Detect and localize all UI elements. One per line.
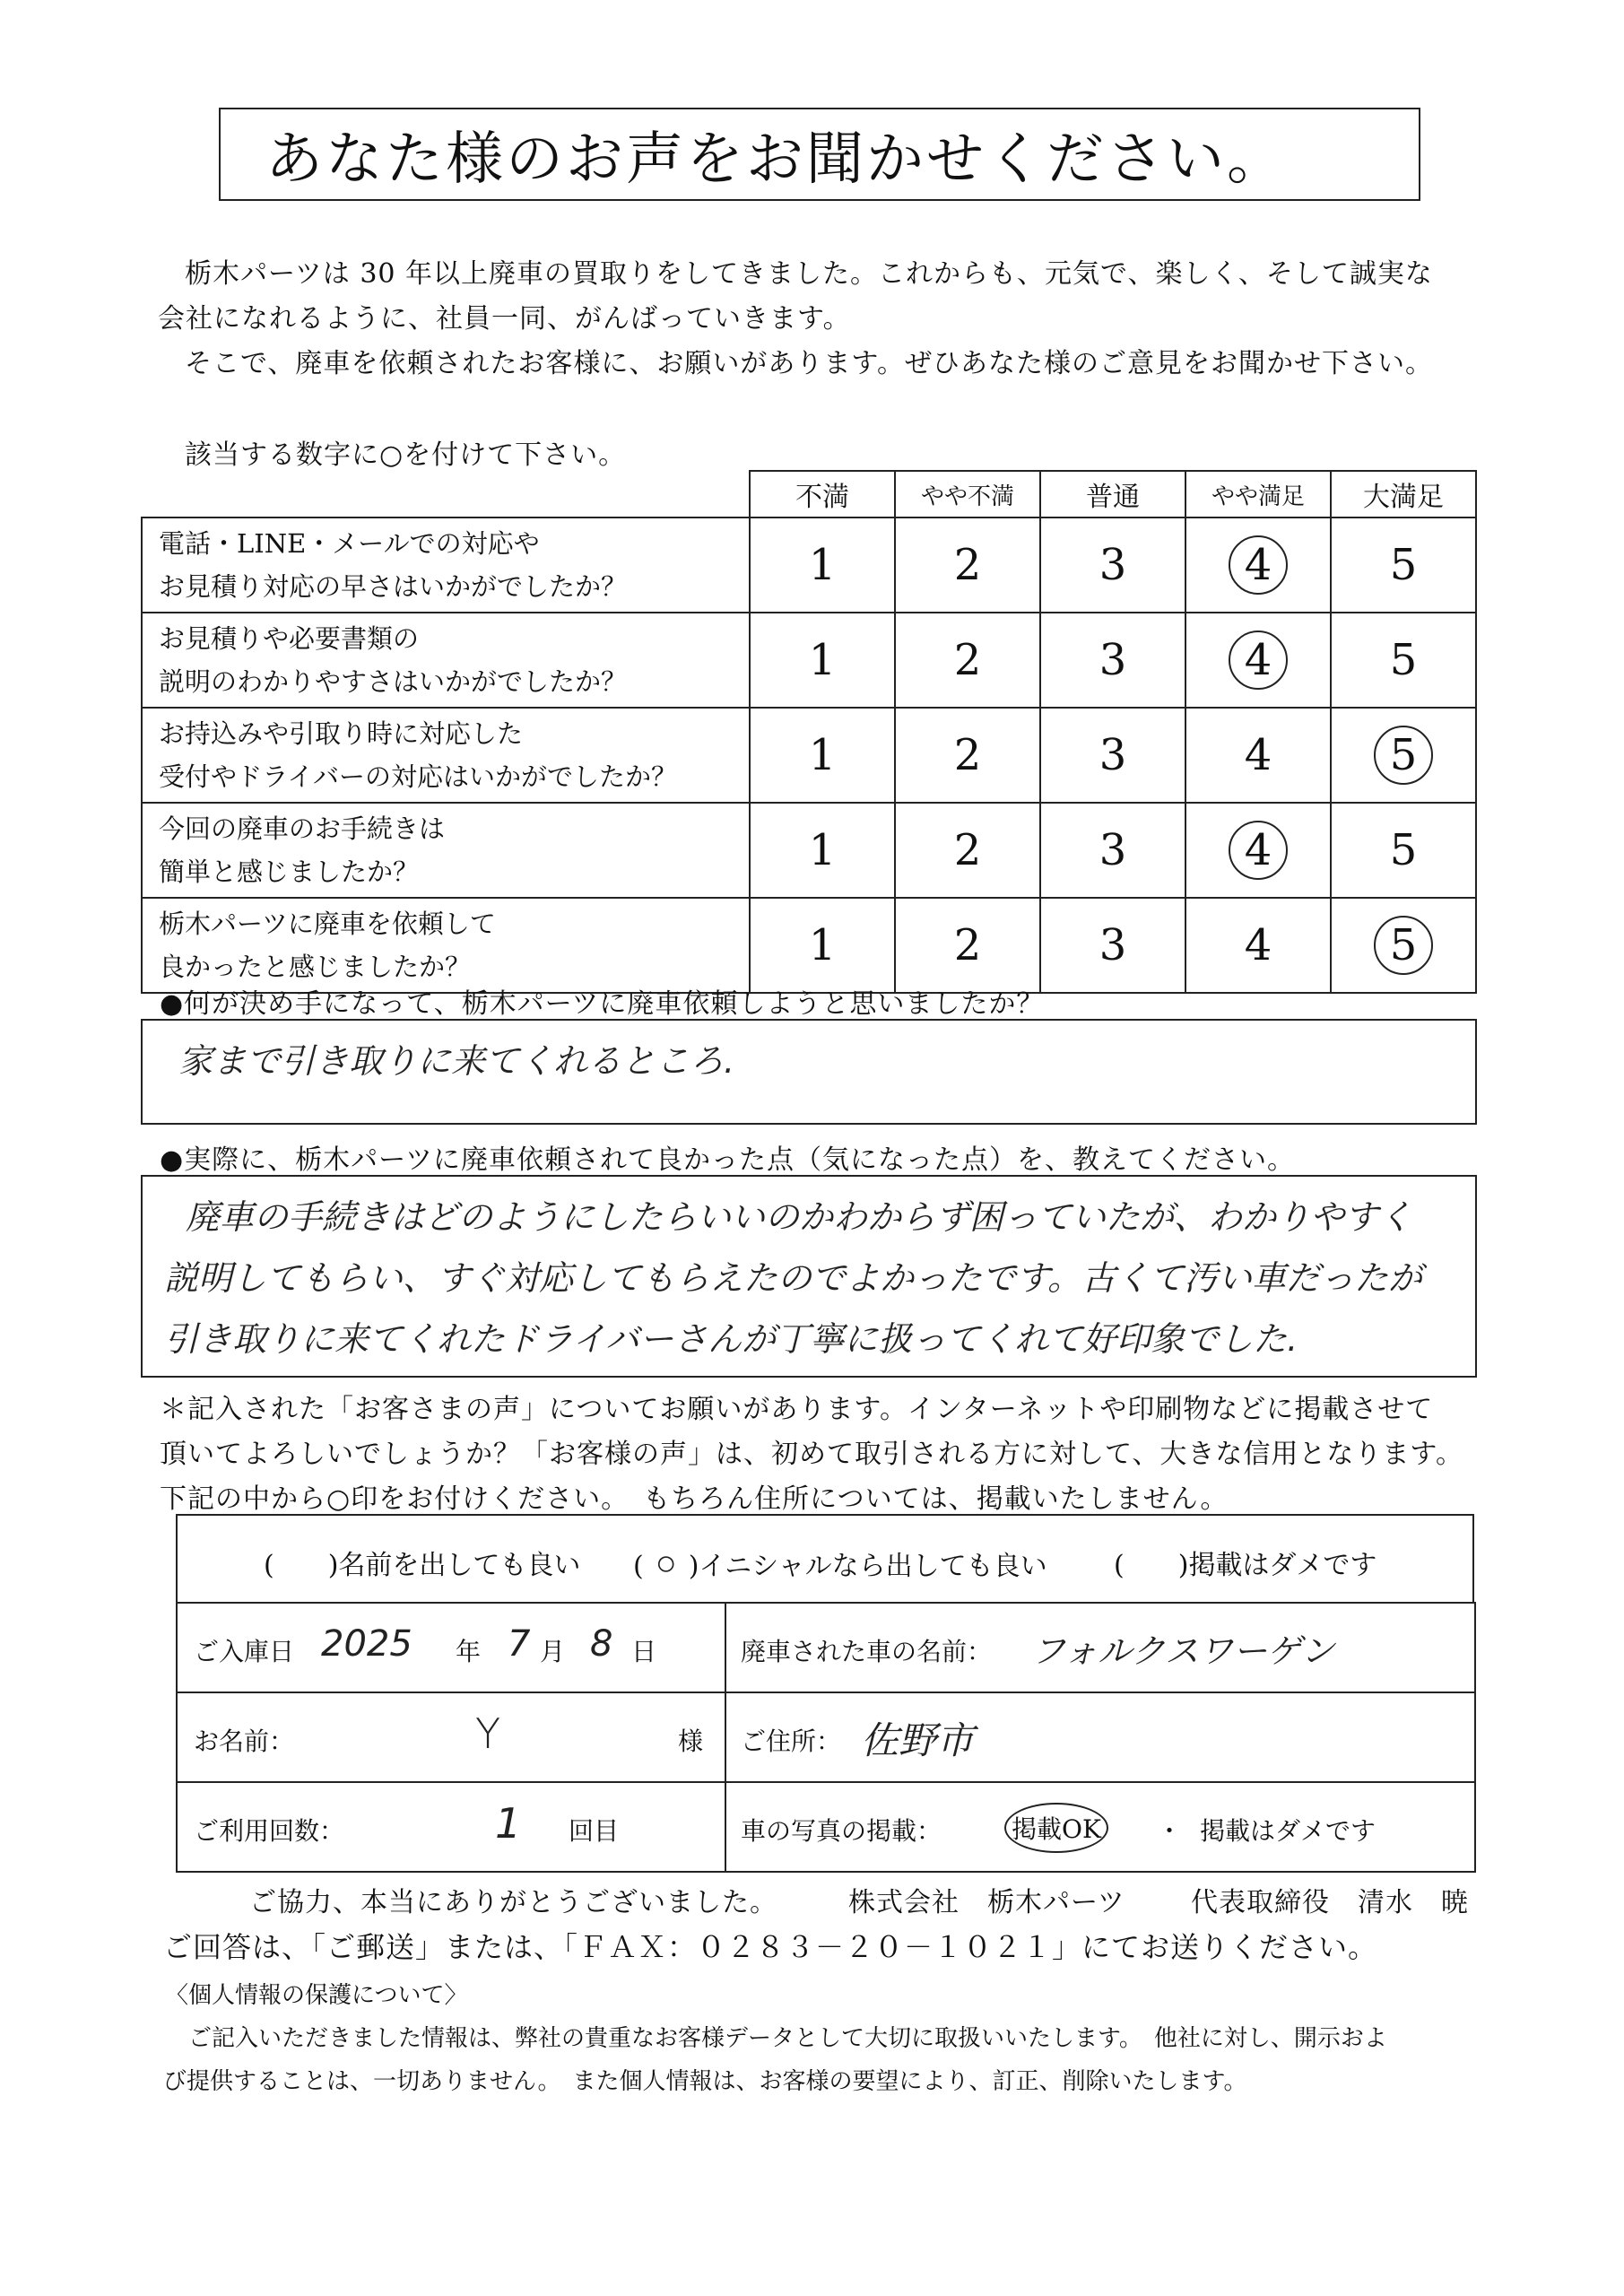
question-3-line-2: 受付やドライバーの対応はいかがでしたか？ [159, 761, 677, 792]
good-points-answer-line-2: 説明してもらい、すぐ対応してもらえたのでよかったです。古くて汚い車だったが [164, 1258, 1422, 1298]
usage-unit: 回目 [569, 1816, 620, 1846]
q4-option-3[interactable]: 3 [1040, 803, 1185, 898]
photo-separator: ・ [1157, 1816, 1183, 1846]
intro-line-1: 栃木パーツは 30 年以上廃車の買取りをしてきました。これからも、元気で、楽しく、そして誠実な [185, 258, 1433, 290]
publish-request-line-2: 頂いてよろしいでしょうか？「お客様の声」は、初めて取引される方に対して、大きな信用となります。 [160, 1439, 1463, 1470]
q2-option-4-selected[interactable]: 4 [1185, 613, 1331, 708]
photo-ng-option[interactable]: 掲載はダメです [1200, 1816, 1376, 1846]
privacy-line-1: ご記入いただきました情報は、弊社の貴重なお客様データとして大切に取扱いいたします。 他社に対し、開示およ [188, 2025, 1387, 2052]
address-value[interactable]: 佐野市 [861, 1718, 975, 1762]
publish-option-initials[interactable]: ( ○ )イニシャルなら出しても良い [633, 1543, 1047, 1584]
page-title: あなた様のお声をお聞かせください。 [265, 126, 1287, 193]
date-month[interactable]: 7 [508, 1623, 531, 1665]
q5-option-5-selected[interactable]: 5 [1331, 898, 1476, 993]
question-1 [142, 517, 750, 613]
good-points-answer-box[interactable] [141, 1175, 1477, 1378]
address-cell [725, 1692, 1475, 1782]
q2-option-1[interactable]: 1 [750, 613, 895, 708]
q3-option-3[interactable]: 3 [1040, 708, 1185, 803]
day-unit: 日 [631, 1637, 657, 1666]
q2-option-5[interactable]: 5 [1331, 613, 1476, 708]
q2-option-2[interactable]: 2 [895, 613, 1040, 708]
good-points-question-label: ●実際に、栃木パーツに廃車依頼されて良かった点（気になった点）を、教えてください。 [160, 1144, 1295, 1176]
address-label: ご住所： [741, 1726, 842, 1756]
rating-table [141, 470, 1477, 994]
intro-line-3: そこで、廃車を依頼されたお客様に、お願いがあります。ぜひあなた様のご意見をお聞かせ下さい。 [185, 348, 1433, 379]
header-very-satisfied: 大満足 [1331, 471, 1476, 517]
photo-ok-option[interactable]: 掲載OK [1004, 1803, 1108, 1853]
q3-option-2[interactable]: 2 [895, 708, 1040, 803]
question-4-line-1: 今回の廃車のお手続きは [159, 813, 446, 844]
usage-value[interactable]: 1 [495, 1799, 522, 1848]
question-5-line-2: 良かったと感じましたか？ [159, 952, 472, 982]
q1-option-4-selected[interactable]: 4 [1185, 517, 1331, 613]
q4-option-5[interactable]: 5 [1331, 803, 1476, 898]
publish-option-name[interactable]: ( )名前を出しても良い [264, 1550, 581, 1581]
q3-option-5-selected[interactable]: 5 [1331, 708, 1476, 803]
good-points-answer-line-1: 廃車の手続きはどのようにしたらいいのかわからず困っていたが、わかりやすく [186, 1197, 1413, 1237]
privacy-line-2: び提供することは、一切ありません。 また個人情報は、お客様の要望により、訂正、削除いたします。 [163, 2068, 1247, 2095]
publish-option-decline[interactable]: ( )掲載はダメです [1114, 1550, 1377, 1581]
q4-option-1[interactable]: 1 [750, 803, 895, 898]
ceo-name: 代表取締役 清水 暁 [1191, 1887, 1469, 1918]
name-suffix: 様 [678, 1726, 704, 1756]
decision-answer: 家まで引き取りに来てくれるところ. [178, 1041, 735, 1081]
date-label: ご入庫日 [194, 1637, 295, 1666]
decision-question-label: ●何が決め手になって、栃木パーツに廃車依頼しようと思いましたか？ [160, 988, 1045, 1020]
q4-option-4-selected[interactable]: 4 [1185, 803, 1331, 898]
q3-option-4[interactable]: 4 [1185, 708, 1331, 803]
name-label: お名前： [194, 1726, 295, 1756]
year-unit: 年 [456, 1637, 482, 1666]
customer-info-table [176, 1602, 1476, 1873]
usage-cell [177, 1782, 725, 1872]
rating-row [142, 708, 1476, 803]
publish-request-line-1: ＊記入された「お客さまの声」についてお願いがあります。インターネットや印刷物などに掲載させて [160, 1394, 1434, 1425]
rating-row [142, 803, 1476, 898]
question-4 [142, 803, 750, 898]
question-2 [142, 613, 750, 708]
header-slightly-satisfied: やや満足 [1185, 471, 1331, 517]
q1-option-1[interactable]: 1 [750, 517, 895, 613]
question-3 [142, 708, 750, 803]
photo-label: 車の写真の掲載： [741, 1816, 942, 1846]
privacy-title: 〈個人情報の保護について〉 [165, 1982, 468, 2009]
date-day[interactable]: 8 [590, 1623, 613, 1665]
header-neutral: 普通 [1040, 471, 1185, 517]
publish-request-line-3: 下記の中から○印をお付けください。 もちろん住所については、掲載いたしません。 [160, 1483, 1229, 1515]
good-points-answer-line-3: 引き取りに来てくれたドライバーさんが丁寧に扱ってくれて好印象でした. [164, 1319, 1298, 1359]
rating-row [142, 613, 1476, 708]
company-name: 株式会社 栃木パーツ [848, 1887, 1125, 1918]
question-5 [142, 898, 750, 993]
question-5-line-1: 栃木パーツに廃車を依頼して [159, 909, 496, 939]
publish-options-row [176, 1514, 1474, 1604]
question-3-line-1: お持込みや引取り時に対応した [159, 718, 524, 749]
name-value[interactable]: Y [475, 1709, 501, 1758]
car-cell [725, 1603, 1475, 1692]
photo-cell [725, 1782, 1475, 1872]
question-1-line-1: 電話・LINE・メールでの対応や [159, 528, 540, 559]
car-name-value[interactable]: フォルクスワーゲン [1031, 1631, 1335, 1671]
date-cell [177, 1603, 725, 1692]
rating-row [142, 898, 1476, 993]
decision-answer-box[interactable] [141, 1019, 1477, 1125]
q3-option-1[interactable]: 1 [750, 708, 895, 803]
rating-row [142, 517, 1476, 613]
header-dissatisfied: 不満 [750, 471, 895, 517]
month-unit: 月 [540, 1637, 566, 1666]
q5-option-3[interactable]: 3 [1040, 898, 1185, 993]
usage-label: ご利用回数： [194, 1816, 345, 1846]
title-box [219, 108, 1420, 201]
publish-option-initials-mark: ○ [655, 1543, 677, 1584]
header-slightly-dissatisfied: やや不満 [895, 471, 1040, 517]
q5-option-1[interactable]: 1 [750, 898, 895, 993]
question-4-line-2: 簡単と感じましたか？ [159, 857, 420, 887]
name-cell [177, 1692, 725, 1782]
q1-option-5[interactable]: 5 [1331, 517, 1476, 613]
q1-option-3[interactable]: 3 [1040, 517, 1185, 613]
thanks-text: ご協力、本当にありがとうございました。 [249, 1887, 777, 1918]
date-year[interactable]: 2025 [321, 1623, 413, 1665]
intro-line-2: 会社になれるように、社員一同、がんばっていきます。 [158, 303, 851, 335]
question-2-line-1: お見積りや必要書類の [159, 623, 420, 654]
q4-option-2[interactable]: 2 [895, 803, 1040, 898]
q2-option-3[interactable]: 3 [1040, 613, 1185, 708]
question-2-line-2: 説明のわかりやすさはいかがでしたか？ [159, 666, 628, 697]
rating-header-blank [142, 471, 750, 517]
fax-instruction: ご回答は、「ご郵送」または、「ＦＡＸ：０２８３－２０－１０２１」にてお送りください。 [163, 1930, 1378, 1964]
q5-option-4[interactable]: 4 [1185, 898, 1331, 993]
q5-option-2[interactable]: 2 [895, 898, 1040, 993]
question-1-line-2: お見積り対応の早さはいかがでしたか？ [159, 571, 628, 602]
q1-option-2[interactable]: 2 [895, 517, 1040, 613]
car-name-label: 廃車された車の名前： [741, 1637, 993, 1666]
instruction: 該当する数字に○を付けて下さい。 [185, 439, 627, 471]
